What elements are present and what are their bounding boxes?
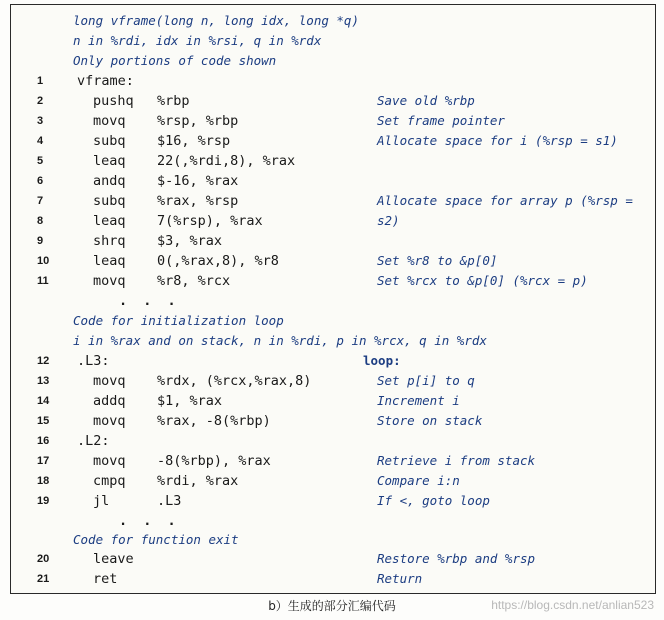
comment: If <, goto loop (377, 493, 490, 508)
comment: Set %r8 to &p[0] (377, 253, 498, 268)
header-text: n in %rdi, idx in %rsi, q in %rdx (73, 33, 322, 48)
operands: %rax, %rsp (157, 193, 239, 209)
line-number: 18 (37, 475, 50, 487)
code-line (11, 491, 655, 511)
code-line (11, 71, 655, 91)
operands: $-16, %rax (157, 173, 239, 189)
comment: Save old %rbp (377, 93, 475, 108)
instruction: movq (93, 113, 126, 129)
instruction: cmpq (93, 473, 126, 489)
operands: $1, %rax (157, 393, 223, 409)
comment: Allocate space for i (%rsp = s1) (377, 133, 618, 148)
code-line (11, 411, 655, 431)
line-number: 19 (37, 495, 50, 507)
comment: Return (377, 571, 423, 586)
code-line (11, 251, 655, 271)
line-number: 12 (37, 355, 50, 367)
ellipsis: . . . (119, 293, 180, 309)
header-text: long vframe(long n, long idx, long *q) (73, 13, 359, 28)
code-line (11, 569, 655, 589)
code-line (11, 431, 655, 451)
operands: %rdx, (%rcx,%rax,8) (157, 373, 312, 389)
code-line (11, 211, 655, 231)
operands: %rbp (157, 93, 190, 109)
header-text: Only portions of code shown (73, 53, 277, 68)
line-number: 3 (37, 115, 44, 127)
code-line (11, 549, 655, 569)
asm-label: .L3: (77, 353, 110, 369)
instruction: ret (93, 571, 118, 587)
header-line (11, 51, 655, 71)
code-line (11, 151, 655, 171)
operands: .L3 (157, 493, 182, 509)
instruction: shrq (93, 233, 126, 249)
instruction: jl (93, 493, 110, 509)
line-number: 8 (37, 215, 44, 227)
line-number: 1 (37, 75, 44, 87)
header-line (11, 11, 655, 31)
operands: -8(%rbp), %rax (157, 453, 271, 469)
section-header-text: Code for initialization loop (73, 313, 284, 328)
operands: %r8, %rcx (157, 273, 231, 289)
section-header-text: Code for function exit (73, 532, 239, 547)
line-number: 5 (37, 155, 44, 167)
operands: 0(,%rax,8), %r8 (157, 253, 279, 269)
comment: Increment i (377, 393, 460, 408)
code-line (11, 131, 655, 151)
code-line (11, 371, 655, 391)
line-number: 14 (37, 395, 50, 407)
line-number: 20 (37, 553, 50, 565)
line-number: 13 (37, 375, 50, 387)
instruction: subq (93, 133, 126, 149)
operands: 7(%rsp), %rax (157, 213, 263, 229)
instruction: movq (93, 373, 126, 389)
line-number: 16 (37, 435, 50, 447)
line-number: 4 (37, 135, 44, 147)
code-line (11, 231, 655, 251)
watermark: https://blog.csdn.net/anlian523 (491, 598, 654, 612)
operands: %rsp, %rbp (157, 113, 239, 129)
instruction: leaq (93, 253, 126, 269)
code-line (11, 391, 655, 411)
loop-label: loop: (363, 353, 401, 368)
comment: Restore %rbp and %rsp (377, 551, 536, 566)
instruction: pushq (93, 93, 134, 109)
instruction: subq (93, 193, 126, 209)
section-header (11, 311, 655, 331)
instruction: movq (93, 413, 126, 429)
comment: Store on stack (377, 413, 483, 428)
ellipsis-line (11, 511, 655, 531)
code-line (11, 91, 655, 111)
line-number: 2 (37, 95, 44, 107)
comment: Set %rcx to &p[0] (%rcx = p) (377, 273, 588, 288)
code-line (11, 271, 655, 291)
code-line (11, 111, 655, 131)
instruction: andq (93, 173, 126, 189)
code-line (11, 451, 655, 471)
line-number: 10 (37, 255, 50, 267)
ellipsis: . . . (119, 513, 180, 529)
section-header (11, 530, 655, 550)
instruction: leaq (93, 153, 126, 169)
instruction: leave (93, 551, 134, 567)
comment: Retrieve i from stack (377, 453, 536, 468)
figure-caption: b）生成的部分汇编代码 (268, 599, 396, 613)
instruction: leaq (93, 213, 126, 229)
operands: $3, %rax (157, 233, 223, 249)
comment: Compare i:n (377, 473, 460, 488)
code-line (11, 351, 655, 371)
instruction: movq (93, 453, 126, 469)
operands: %rax, -8(%rbp) (157, 413, 271, 429)
section-header (11, 331, 655, 351)
code-line (11, 471, 655, 491)
comment: Allocate space for array p (%rsp = s2) (377, 193, 633, 228)
section-header-text: i in %rax and on stack, n in %rdi, p in %rcx, q in %rdx (73, 333, 487, 348)
asm-label: vframe: (77, 73, 134, 89)
comment: Set p[i] to q (377, 373, 475, 388)
line-number: 17 (37, 455, 50, 467)
code-listing-frame (10, 4, 656, 594)
comment: Set frame pointer (377, 113, 505, 128)
operands: 22(,%rdi,8), %rax (157, 153, 296, 169)
line-number: 6 (37, 175, 44, 187)
ellipsis-line (11, 291, 655, 311)
asm-label: .L2: (77, 433, 110, 449)
operands: $16, %rsp (157, 133, 231, 149)
line-number: 11 (37, 275, 49, 287)
line-number: 15 (37, 415, 50, 427)
header-line (11, 31, 655, 51)
line-number: 7 (37, 195, 44, 207)
instruction: movq (93, 273, 126, 289)
line-number: 21 (37, 573, 50, 585)
code-line (11, 171, 655, 191)
line-number: 9 (37, 235, 44, 247)
instruction: addq (93, 393, 126, 409)
operands: %rdi, %rax (157, 473, 239, 489)
